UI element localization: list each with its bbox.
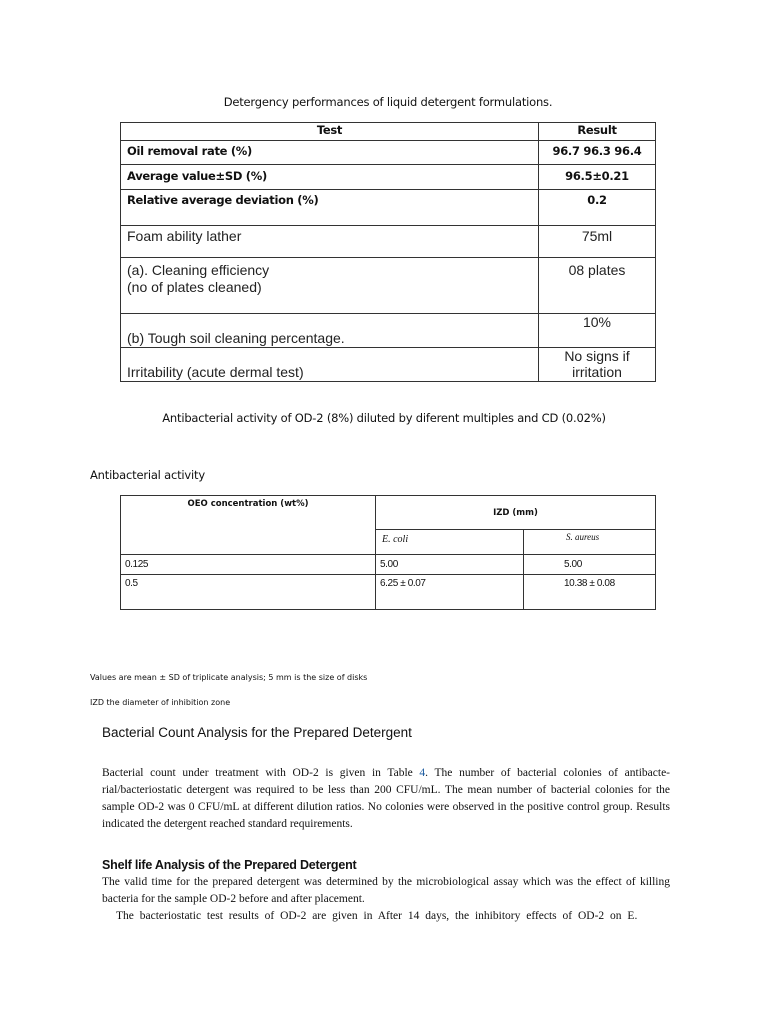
detergency-table	[120, 122, 656, 382]
header-izd: IZD (mm)	[376, 496, 656, 530]
table-row	[121, 141, 656, 165]
result-cell: 10%	[539, 314, 656, 348]
table-row	[121, 348, 656, 382]
table-row	[121, 258, 656, 314]
subheader-saureus: S. aureus	[524, 530, 656, 555]
table-row	[121, 190, 656, 226]
test-cell: Irritability (acute dermal test)	[121, 348, 539, 382]
test-cell: Average value±SD (%)	[121, 165, 539, 190]
result-cell: 08 plates	[539, 258, 656, 314]
result-cell: 0.2	[539, 190, 656, 226]
result-cell: 75ml	[539, 226, 656, 258]
test-line2: (no of plates cleaned)	[127, 279, 262, 295]
note-mean-sd: Values are mean ± SD of triplicate analysis; 5 mm is the size of disks	[90, 673, 368, 682]
result-cell: 96.5±0.21	[539, 165, 656, 190]
test-cell: (b) Tough soil cleaning percentage.	[121, 314, 539, 348]
table-row	[121, 226, 656, 258]
section-heading-shelf-life: Shelf life Analysis of the Prepared Detergent	[102, 858, 357, 872]
antibacterial-table	[120, 495, 656, 610]
test-cell: Oil removal rate (%)	[121, 141, 539, 165]
result-cell: 96.7 96.3 96.4	[539, 141, 656, 165]
ecoli-cell: 6.25 ± 0.07	[376, 575, 524, 610]
subheader-ecoli: E. coli	[376, 530, 524, 555]
paragraph-bacterial-count	[102, 765, 670, 833]
test-cell	[121, 258, 539, 314]
result-cell	[539, 348, 656, 382]
test-cell: Relative average deviation (%)	[121, 190, 539, 226]
table-row	[121, 165, 656, 190]
table-reference-link[interactable]: 4	[419, 767, 426, 779]
paragraph-text: Bacterial count under treatment with OD-2 is given in Table	[102, 767, 420, 779]
section-label: Antibacterial activity	[90, 468, 205, 482]
test-line1: (a). Cleaning efficiency	[127, 262, 270, 278]
paragraph-shelf-life-1: The valid time for the prepared detergent was determined by the microbiological assay which was the effect of killing bacteria for the sample OD-2 before and after placement.	[102, 876, 670, 905]
table-row	[121, 555, 656, 575]
test-cell: Foam ability lather	[121, 226, 539, 258]
ecoli-cell: 5.00	[376, 555, 524, 575]
saureus-cell: 10.38 ± 0.08	[524, 575, 656, 610]
table-row	[121, 314, 656, 348]
table-row	[121, 575, 656, 610]
table1-caption: Detergency performances of liquid detergent formulations.	[223, 95, 553, 109]
saureus-cell: 5.00	[524, 555, 656, 575]
header-test: Test	[121, 123, 539, 141]
result-line1: No signs if	[564, 348, 630, 364]
result-line2: irritation	[572, 364, 622, 380]
table2-caption: Antibacterial activity of OD-2 (8%) diluted by diferent multiples and CD (0.02%)	[162, 411, 606, 425]
header-concentration: OEO concentration (wt%)	[121, 496, 376, 555]
section-heading-bacterial-count: Bacterial Count Analysis for the Prepared Detergent	[102, 725, 412, 740]
paragraph-shelf-life-2: The bacteriostatic test results of OD-2 are given in After 14 days, the inhibitory effects of OD-2 on E.	[116, 910, 638, 922]
conc-cell: 0.5	[121, 575, 376, 610]
header-result: Result	[539, 123, 656, 141]
paragraph-text: . The number of bacterial colonies of antibacte-rial/bacteriostatic detergent was required to be less than 200 CFU/mL. The mean number of bacterial colonies for the sample OD-2 was 0 CFU/mL at different dilution ratios. No colonies were observed in the positive control group. Results indicated the detergent reached standard requirements.	[102, 767, 670, 830]
note-izd: IZD the diameter of inhibition zone	[90, 698, 231, 707]
conc-cell: 0.125	[121, 555, 376, 575]
